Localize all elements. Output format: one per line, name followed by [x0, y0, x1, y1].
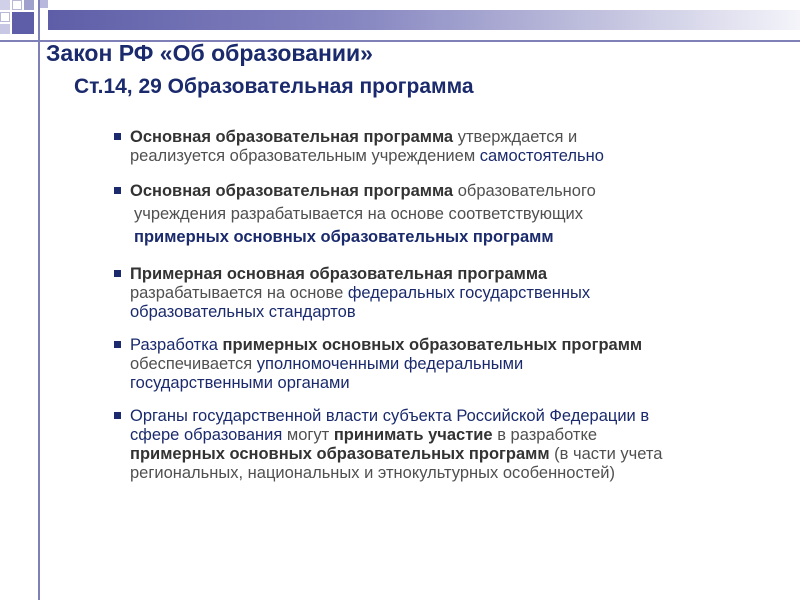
deco-square — [0, 24, 10, 34]
item-text: разрабатывается на основе — [130, 284, 348, 302]
deco-square — [0, 12, 10, 22]
item-text: образовательных стандартов — [130, 303, 356, 321]
item-text: принимать участие — [333, 426, 493, 444]
list-item — [110, 407, 780, 483]
deco-square — [12, 0, 22, 10]
item-text: примерных основных образовательных программ — [222, 336, 643, 354]
deco-square — [0, 0, 10, 10]
item-text: (в части учета — [549, 445, 663, 463]
item-text: утверждается и — [453, 128, 578, 146]
item-text: уполномоченными федеральными — [256, 355, 524, 373]
item-text: реализуется образовательным учреждением — [130, 147, 480, 165]
item-text: примерных основных образовательных программ — [134, 228, 554, 246]
item-text: Примерная основная образовательная программа — [130, 265, 548, 283]
item-text: Разработка — [130, 336, 223, 354]
item-text: региональных, национальных и этнокультурных особенностей) — [130, 464, 615, 482]
deco-square — [24, 0, 34, 10]
item-text: самостоятельно — [479, 147, 604, 165]
decoration-vertical-line — [38, 0, 40, 600]
square-bullet-icon — [114, 412, 121, 419]
page-title: Закон РФ «Об образовании» — [46, 40, 373, 66]
deco-square — [40, 0, 48, 8]
item-text: Органы государственной власти субъекта Российской Федерации в — [130, 407, 650, 425]
deco-square — [12, 12, 34, 34]
square-bullet-icon — [114, 270, 121, 277]
page-subtitle: Ст.14, 29 Образовательная программа — [74, 75, 474, 98]
item-text: государственными органами — [130, 374, 350, 392]
item-text: федеральных государственных — [347, 284, 591, 302]
square-bullet-icon — [114, 187, 121, 194]
square-bullet-icon — [114, 133, 121, 140]
item-text: обеспечивается — [130, 355, 257, 373]
header-gradient-bar — [48, 10, 800, 30]
list-item — [110, 336, 780, 393]
list-item — [110, 265, 780, 322]
item-text: учреждения разрабатывается на основе соответствующих — [134, 205, 583, 223]
item-text: сфере образования — [130, 426, 283, 444]
list-item — [110, 128, 780, 166]
item-text: могут — [282, 426, 334, 444]
bullet-list — [110, 128, 780, 483]
item-text: Основная образовательная программа — [130, 182, 454, 200]
item-text: в разработке — [492, 426, 598, 444]
item-text: примерных основных образовательных программ — [130, 445, 550, 463]
item-text: образовательного — [453, 182, 596, 200]
list-item — [110, 180, 780, 249]
item-text: Основная образовательная программа — [130, 128, 454, 146]
square-bullet-icon — [114, 341, 121, 348]
